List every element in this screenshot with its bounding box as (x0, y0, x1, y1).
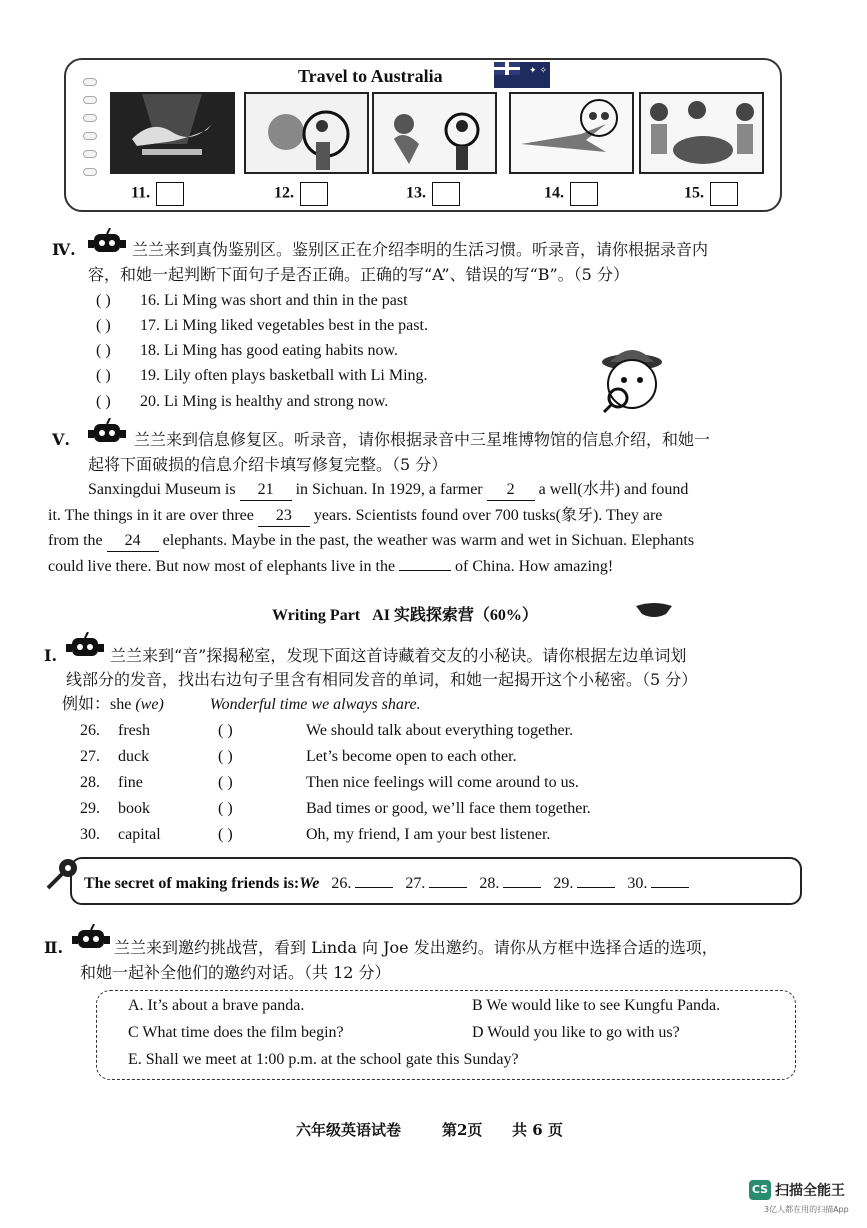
museum-line-2: it. The things in it are over three 23 years. Scientists found over 700 tusks(象牙). They are (48, 506, 662, 527)
notebook-rings (83, 78, 99, 186)
option-d: D Would you like to go with us? (472, 1024, 680, 1041)
detective-icon (596, 344, 668, 414)
writing-1-instruction-1: 兰兰来到“音”探揭秘室，发现下面这首诗藏着交友的小秘诀。请你根据左边单词划 (110, 646, 687, 665)
australia-flag-icon (494, 62, 550, 88)
section-4-instruction-1: 兰兰来到真伪鉴别区。鉴别区正在介绍李明的生活习惯。听录音，请你根据录音内 (132, 240, 709, 259)
camscanner-name: 扫描全能王 (775, 1183, 845, 1199)
judge-item-17: ( ) 17. Li Ming liked vegetables best in the past. (96, 317, 428, 334)
sound-row-30: 30. capital ( ) Oh, my friend, I am your best listener. (80, 826, 551, 843)
section-5-instruction-1: 兰兰来到信息修复区。听录音，请你根据录音中三星堆博物馆的信息介绍，和她一 (134, 430, 711, 449)
option-b: B We would like to see Kungfu Panda. (472, 997, 721, 1014)
judge-item-19: ( ) 19. Lily often plays basketball with Li Ming. (96, 367, 428, 384)
footer-page: 第2页 (442, 1121, 483, 1139)
blank-21[interactable]: 21 (240, 480, 292, 501)
blank-22[interactable]: 2 (487, 480, 535, 501)
section-5-number: Ⅴ. (52, 430, 70, 449)
answer-box[interactable] (432, 182, 460, 206)
camscanner-slogan: 3亿人都在用的扫描App (764, 1205, 849, 1214)
section-4-number: Ⅳ. (52, 240, 76, 259)
answer-box[interactable] (570, 182, 598, 206)
writing-2-instruction-2: 和她一起补全他们的邀约对话。（共 12 分） (80, 963, 391, 982)
key-icon (44, 856, 80, 892)
museum-line-1: Sanxingdui Museum is 21 in Sichuan. In 1929, a farmer 2 a well(水井) and found (88, 480, 688, 501)
example-line: 例如：she (we) Wonderful time we always share. (62, 696, 421, 713)
secret-blank-28[interactable] (503, 887, 541, 888)
sound-row-26: 26. fresh ( ) We should talk about everything together. (80, 722, 574, 739)
airplane-picture (509, 92, 634, 174)
writing-2-instruction-1: 兰兰来到邀约挑战营，看到 Linda 向 Joe 发出邀约。请你从方框中选择合适的选项， (114, 938, 718, 957)
secret-line: The secret of making friends is:We 26. 27. 28. 29. 30. (84, 874, 689, 894)
writing-2-number: Ⅱ. (44, 938, 64, 957)
sound-row-29: 29. book ( ) Bad times or good, we’ll face them together. (80, 800, 591, 817)
sound-row-28: 28. fine ( ) Then nice feelings will come around to us. (80, 774, 579, 791)
secret-blank-27[interactable] (429, 887, 467, 888)
secret-blank-30[interactable] (651, 887, 689, 888)
blank-25[interactable] (399, 570, 451, 571)
answer-slot-14: 14. (544, 182, 598, 206)
sound-row-27: 27. duck ( ) Let’s become open to each other. (80, 748, 517, 765)
answer-box[interactable] (156, 182, 184, 206)
answer-slot-13: 13. (406, 182, 460, 206)
option-e: E. Shall we meet at 1:00 p.m. at the school gate this Sunday? (128, 1051, 519, 1068)
decoration-icon (634, 600, 674, 622)
option-c: C What time does the film begin? (128, 1024, 344, 1041)
section-5-instruction-2: 起将下面破损的信息介绍卡填写修复完整。（5 分） (88, 455, 448, 474)
answer-slot-12: 12. (274, 182, 328, 206)
museum-line-4: could live there. But now most of elephants live in the of China. How amazing! (48, 558, 614, 575)
camscanner-logo: CS (749, 1180, 771, 1200)
secret-blank-29[interactable] (577, 887, 615, 888)
blank-24[interactable]: 24 (107, 531, 159, 552)
secret-blank-26[interactable] (355, 887, 393, 888)
footer-grade: 六年级英语试卷 (296, 1121, 402, 1139)
family-dinner-picture (639, 92, 764, 174)
travel-title: Travel to Australia (298, 66, 443, 86)
judge-item-16: ( ) 16. Li Ming was short and thin in the past (96, 292, 408, 309)
writing-1-number: I. (44, 646, 58, 665)
writing-part-title: Writing Part AI 实践探索营（60%） (272, 607, 538, 624)
judge-item-20: ( ) 20. Li Ming is healthy and strong now. (96, 393, 389, 410)
robot-icon (72, 924, 110, 952)
robot-icon (88, 418, 126, 446)
museum-line-3: from the 24 elephants. Maybe in the past, the weather was warm and wet in Sichuan. Elephants (48, 531, 694, 552)
section-4-instruction-2: 容，和她一起判断下面句子是否正确。正确的写“A”、错误的写“B”。（5 分） (88, 265, 629, 284)
writing-1-instruction-2: 线部分的发音，找出右边句子里含有相同发音的单词，和她一起揭开这个小秘密。（5 分） (66, 670, 698, 689)
koala-picture (244, 92, 369, 174)
option-a: A. It’s about a brave panda. (128, 997, 305, 1014)
answer-box[interactable] (710, 182, 738, 206)
answer-slot-11: 11. (131, 182, 184, 206)
robot-icon (66, 632, 104, 660)
robot-icon (88, 228, 126, 256)
dinosaur-skeleton-picture (110, 92, 235, 174)
blank-23[interactable]: 23 (258, 506, 310, 527)
footer-total: 共 6 页 (512, 1121, 563, 1139)
judge-item-18: ( ) 18. Li Ming has good eating habits now. (96, 342, 399, 359)
kangaroo-picture (372, 92, 497, 174)
answer-box[interactable] (300, 182, 328, 206)
answer-slot-15: 15. (684, 182, 738, 206)
